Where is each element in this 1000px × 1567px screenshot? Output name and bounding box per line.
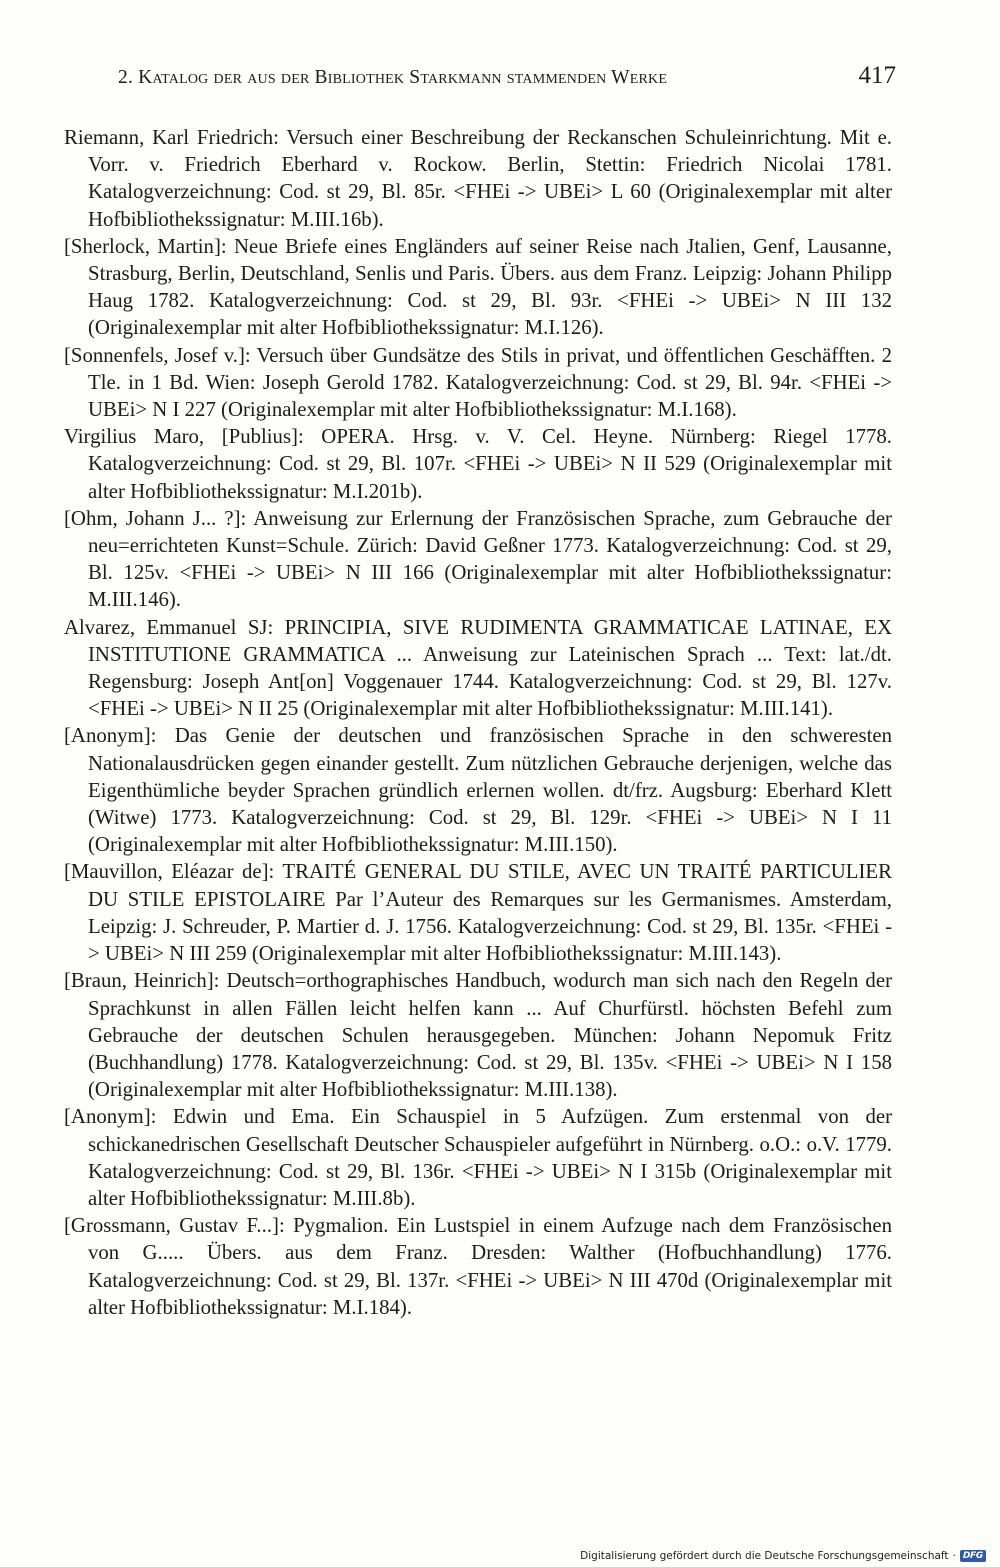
page-number: 417 <box>858 62 896 89</box>
catalog-entry-riemann: Riemann, Karl Friedrich: Versuch einer Beschreibung der Reckanschen Schuleinrichtung. Mit e. Vorr. v. Friedrich Eberhard v. Rockow. Berlin, Stettin: Friedrich Nicolai 1781. Katalogverzeichnung: Cod. st 29, Bl. 85r. <FHEi -> UBEi> L 60 (Originalexemplar mit alter Hofbibliothekssignatur: M.III.16b). <box>64 126 892 231</box>
catalog-entry-sonnenfels: [Sonnenfels, Josef v.]: Versuch über Gundsätze des Stils in privat, und öffentlichen Geschäfften. 2 Tle. in 1 Bd. Wien: Joseph Gerold 1782. Katalogverzeichnung: Cod. st 29, Bl. 94r. <FHEi -> UBEi> N I 227 (Originalexemplar mit alter Hofbibliothekssignatur: M.I.168). <box>64 343 892 422</box>
catalog-entry-list <box>64 124 892 1321</box>
catalog-entry-alvarez: Alvarez, Emmanuel SJ: PRINCIPIA, SIVE RUDIMENTA GRAMMATICAE LATINAE, EX INSTITUTIONE GRAMMATICA ... Anweisung zur Lateinischen Sprach ... Text: lat./dt. Regensburg: Joseph Ant[on] Voggenauer 1744. Katalogverzeichnung: Cod. st 29, Bl. 127v. <FHEi -> UBEi> N II 25 (Originalexemplar mit alter Hofbibliothekssignatur: M.III.141). <box>64 615 892 721</box>
catalog-entry-braun: [Braun, Heinrich]: Deutsch=orthographisches Handbuch, wodurch man sich nach den Regeln der Sprachkunst in allen Fällen leicht helfen kann ... Auf Churfürstl. höchsten Befehl zum Gebrauche der deutschen Schulen herausgegeben. München: Johann Nepomuk Fritz (Buchhandlung) 1778. Katalogverzeichnung: Cod. st 29, Bl. 135v. <FHEi -> UBEi> N I 158 (Originalexemplar mit alter Hofbibliothekssignatur: M.III.138). <box>64 969 892 1102</box>
dfg-logo-icon: DFG <box>960 1550 986 1562</box>
catalog-entry-sherlock: [Sherlock, Martin]: Neue Briefe eines Engländers auf seiner Reise nach Jtalien, Genf, Lausanne, Strasburg, Berlin, Deutschland, Senlis und Paris. Übers. aus dem Franz. Leipzig: Johann Philipp Haug 1782. Katalogverzeichnung: Cod. st 29, Bl. 93r. <FHEi -> UBEi> N III 132 (Originalexemplar mit alter Hofbibliothekssignatur: M.I.126). <box>64 234 892 340</box>
running-title: 2. Katalog der aus der Bibliothek Starkmann stammenden Werke <box>118 67 668 88</box>
funding-note: Digitalisierung gefördert durch die Deutsche Forschungsgemeinschaft <box>580 1550 949 1562</box>
catalog-entry-virgilius: Virgilius Maro, [Publius]: OPERA. Hrsg. v. V. Cel. Heyne. Nürnberg: Riegel 1778. Katalogverzeichnung: Cod. st 29, Bl. 107r. <FHEi -> UBEi> N II 529 (Originalexemplar mit alter Hofbibliothekssignatur: M.I.201b). <box>64 425 892 503</box>
running-head <box>118 62 896 96</box>
catalog-entry-anonym-genie: [Anonym]: Das Genie der deutschen und französischen Sprache in den schweresten Nationalausdrücken gegen einander gestellt. Zum nützlichen Gebrauche derjenigen, welche das Eigenthümliche beyder Sprachen gründlich erlernen wollen. dt/frz. Augsburg: Eberhard Klett (Witwe) 1773. Katalogverzeichnung: Cod. st 29, Bl. 129r. <FHEi -> UBEi> N I 11 (Originalexemplar mit alter Hofbibliothekssignatur: M.III.150). <box>64 724 892 857</box>
digitization-footer: Digitalisierung gefördert durch die Deutsche Forschungsgemeinschaft · DFG <box>580 1550 986 1562</box>
catalog-entry-anonym-edwin: [Anonym]: Edwin und Ema. Ein Schauspiel in 5 Aufzügen. Zum erstenmal von der schickanedrischen Gesellschaft Deutscher Schauspieler aufgeführt in Nürnberg. o.O.: o.V. 1779. Katalogverzeichnung: Cod. st 29, Bl. 136r. <FHEi -> UBEi> N I 315b (Originalexemplar mit alter Hofbibliothekssignatur: M.III.8b). <box>64 1105 892 1210</box>
catalog-entry-grossmann: [Grossmann, Gustav F...]: Pygmalion. Ein Lustspiel in einem Aufzuge nach dem Französischen von G..... Übers. aus dem Franz. Dresden: Walther (Hofbuchhandlung) 1776. Katalogverzeichnung: Cod. st 29, Bl. 137r. <FHEi -> UBEi> N III 470d (Originalexemplar mit alter Hofbibliothekssignatur: M.I.184). <box>64 1214 892 1319</box>
catalog-entry-ohm: [Ohm, Johann J... ?]: Anweisung zur Erlernung der Französischen Sprache, zum Gebrauche der neu=errichteten Kunst=Schule. Zürich: David Geßner 1773. Katalogverzeichnung: Cod. st 29, Bl. 125v. <FHEi -> UBEi> N III 166 (Originalexemplar mit alter Hofbibliothekssignatur: M.III.146). <box>64 506 892 612</box>
catalog-entry-mauvillon: [Mauvillon, Eléazar de]: TRAITÉ GENERAL DU STILE, AVEC UN TRAITÉ PARTICULIER DU STILE EPISTOLAIRE Par l’Auteur des Remarques sur les Germanismes. Amsterdam, Leipzig: J. Schreuder, P. Martier d. J. 1756. Katalogverzeichnung: Cod. st 29, Bl. 135r. <FHEi -> UBEi> N III 259 (Originalexemplar mit alter Hofbibliothekssignatur: M.III.143). <box>64 860 892 966</box>
